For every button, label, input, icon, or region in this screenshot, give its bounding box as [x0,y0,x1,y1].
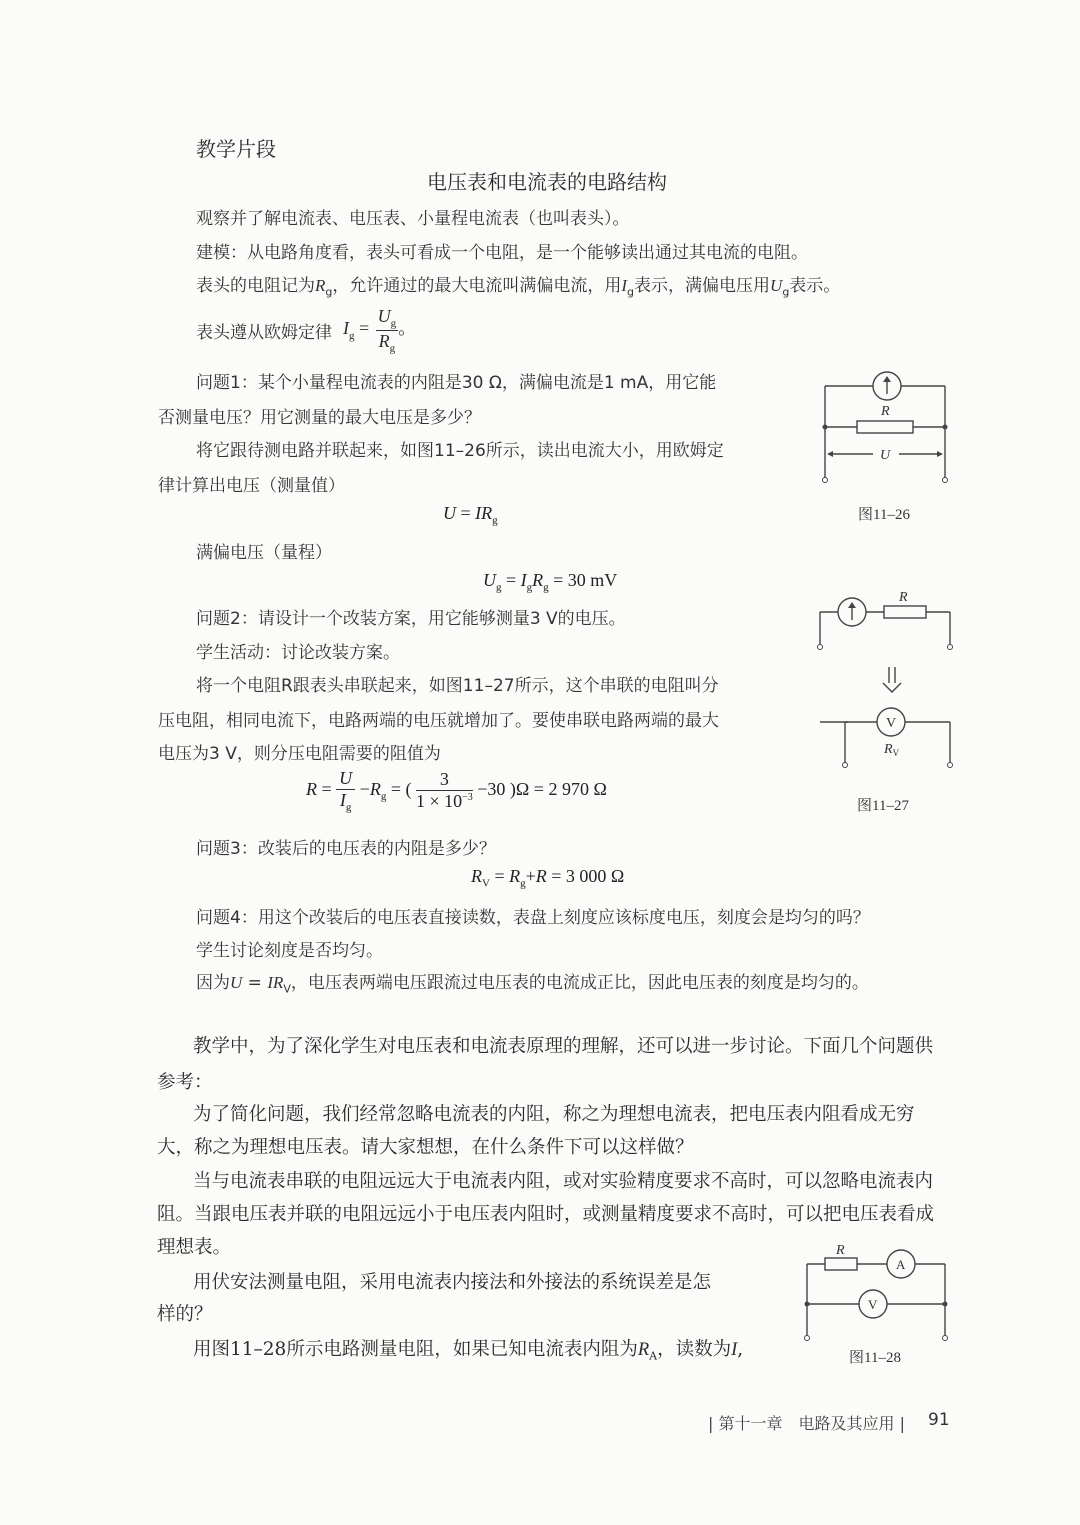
page-number: 91 [928,1410,950,1430]
para-3-line-2: 阻。当跟电压表并联的电阻远远小于电压表内阻时，或测量精度要求不高时，可以把电压表看成 [157,1204,935,1225]
q1-line-1: 问题1：某个小量程电流表的内阻是30 Ω，满偏电流是1 mA，用它能 [196,373,717,393]
segment-title: 电压表和电流表的电路结构 [427,170,667,194]
section-heading: 教学片段 [196,137,276,161]
q4-line-1: 问题4：用这个改装后的电压表直接读数，表盘上刻度应该标度电压，刻度会是均匀的吗？ [196,908,870,928]
svg-text:V: V [868,1297,878,1312]
svg-text:R: R [836,1243,845,1258]
figure-11-27-caption: 图11–27 [857,798,909,814]
q1-line-2: 否测量电压？用它测量的最大电压是多少？ [158,408,481,428]
para-5-line-1: 用图11–28所示电路测量电阻，如果已知电流表内阻为$R_A$，读数为I, [193,1339,744,1363]
svg-text:R: R [899,590,908,605]
equation-u-irg: $U = IR_g$ [443,503,498,527]
equation-divider-resistor: R = $\frac{U}{I_g}$ $-R_g$ = ( $\frac{3}{1 \times 10^{-3}}$ −30 )Ω = 2 970 Ω [306,768,607,814]
q2-line-1: 问题2：请设计一个改装方案，用它能够测量3 V的电压。 [196,609,626,629]
q2-line-2: 学生活动：讨论改装方案。 [196,643,400,663]
q2-line-3: 将一个电阻R跟表头串联起来，如图11–27所示，这个串联的电阻叫分 [196,676,719,696]
q1-line-4: 律计算出电压（测量值） [158,476,345,496]
figure-11-28 [795,1238,955,1348]
figure-11-28-caption: 图11–28 [849,1350,901,1366]
footer-chapter: | 第十一章 电路及其应用 | [708,1414,905,1433]
ohm-law-formula: $I_g$ = $\frac{U_g}{R_g}$ 。 [343,306,417,355]
q4-line-2: 学生讨论刻度是否均匀。 [196,941,383,961]
para-4-line-2: 样的？ [157,1304,213,1325]
intro-line-4: 表头遵从欧姆定律 [196,323,332,343]
figure-11-26 [815,370,955,490]
para-1-line-1: 教学中，为了深化学生对电压表和电流表原理的理解，还可以进一步讨论。下面几个问题供 [193,1036,934,1057]
q1-line-5: 满偏电压（量程） [196,543,332,563]
intro-line-1: 观察并了解电流表、电压表、小量程电流表（也叫表头）。 [196,209,630,229]
para-2-line-2: 大，称之为理想电压表。请大家想想，在什么条件下可以这样做？ [157,1137,694,1158]
q2-line-5: 电压为3 V，则分压电阻需要的阻值为 [158,744,441,764]
label-u: U [880,448,891,463]
q1-line-3: 将它跟待测电路并联起来，如图11–26所示，读出电流大小，用欧姆定 [196,441,724,461]
equation-rv: $R_V = R_g+R = 3$ 000 Ω [471,866,625,890]
figure-11-26-caption: 图11–26 [858,507,910,523]
figure-11-27 [810,585,960,790]
para-2-line-1: 为了简化问题，我们经常忽略电流表的内阻，称之为理想电流表，把电压表内阻看成无穷 [193,1104,915,1125]
intro-line-3: 表头的电阻记为$R_g$，允许通过的最大电流叫满偏电流，用$I_g$表示，满偏电压用$U_g$表示。 [196,276,841,299]
svg-text:A: A [896,1257,906,1272]
q2-line-4: 压电阻，相同电流下，电路两端的电压就增加了。要使串联电路两端的最大 [158,711,719,731]
para-1-line-2: 参考： [157,1072,213,1093]
para-3-line-3: 理想表。 [157,1237,232,1258]
svg-text:RV: $R_V$ [884,742,900,758]
q3-line-1: 问题3：改装后的电压表的内阻是多少？ [196,839,496,859]
galvanometer-symbol [883,376,891,394]
para-3-line-1: 当与电流表串联的电阻远远大于电流表内阻，或对实验精度要求不高时，可以忽略电流表内 [193,1171,934,1192]
q4-line-3: 因为$U = IR_V$，电压表两端电压跟流过电压表的电流成正比，因此电压表的刻度是均匀的。 [196,973,869,996]
intro-line-2: 建模：从电路角度看，表头可看成一个电阻，是一个能够读出通过其电流的电阻。 [196,243,808,263]
para-4-line-1: 用伏安法测量电阻，采用电流表内接法和外接法的系统误差是怎 [193,1272,712,1293]
label-r: R [881,404,890,419]
equation-full-scale-voltage: $U_g = I_gR_g = 30$ mV [483,570,618,594]
svg-text:V: V [886,716,897,731]
